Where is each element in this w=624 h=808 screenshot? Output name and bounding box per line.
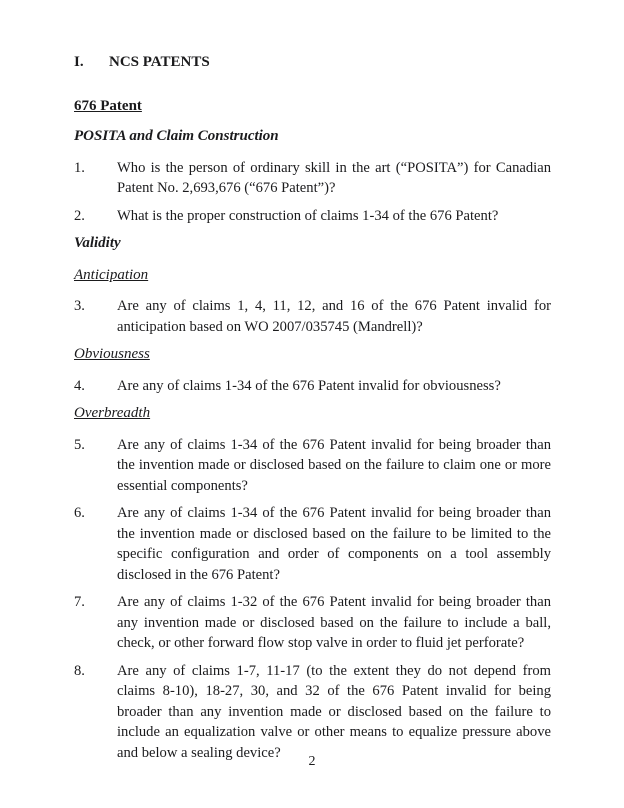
question-number: 3. (74, 298, 85, 314)
heading-posita-claim-construction: POSITA and Claim Construction (74, 128, 279, 144)
question-number: 2. (74, 207, 85, 224)
question-item-5 (74, 435, 551, 497)
question-item-4 (74, 376, 551, 397)
question-item-8 (74, 661, 551, 764)
heading-676-patent: 676 Patent (74, 97, 142, 114)
question-item-7 (74, 592, 551, 654)
section-title: NCS PATENTS (109, 54, 210, 70)
heading-anticipation: Anticipation (74, 266, 149, 283)
question-text: Are any of claims 1-7, 11-17 (to the extent they do not depend from claims 8-10), 18-27, 30, and 32 of the 676 Patent invalid for being broader than any invention made or disclosed based on the failure to include an equalization valve or other means to equalize pressure above and below a sealing device? (117, 662, 551, 761)
question-number: 5. (74, 436, 85, 453)
heading-overbreadth: Overbreadth (74, 405, 151, 421)
question-item-6 (74, 503, 551, 585)
question-text: What is the proper construction of claims 1-34 of the 676 Patent? (117, 207, 499, 224)
question-number: 6. (74, 505, 85, 521)
question-text: Are any of claims 1-34 of the 676 Patent invalid for obviousness? (117, 377, 501, 394)
question-text: Are any of claims 1-32 of the 676 Patent invalid for being broader than any invention made or disclosed based on the failure to include a ball, check, or other forward flow stop valve in order to fluid jet perforate? (117, 594, 551, 651)
question-text: Who is the person of ordinary skill in the art (“POSITA”) for Canadian Patent No. 2,693,676 (“676 Patent”)? (117, 159, 551, 196)
question-item-3 (74, 296, 551, 337)
question-text: Are any of claims 1-34 of the 676 Patent invalid for being broader than the invention made or disclosed based on the failure to be limited to the specific configuration and order of components on a tool assembly disclosed in the 676 Patent? (117, 505, 551, 583)
question-number: 4. (74, 377, 85, 394)
question-number: 7. (74, 594, 85, 610)
page-number: 2 (308, 754, 316, 769)
question-text: Are any of claims 1, 4, 11, 12, and 16 of the 676 Patent invalid for anticipation based on WO 2007/035745 (Mandrell)? (117, 298, 551, 335)
question-item-1 (74, 158, 551, 199)
question-number: 8. (74, 662, 85, 679)
section-numeral: I. (74, 54, 84, 70)
question-number: 1. (74, 159, 85, 176)
question-item-2 (74, 206, 551, 227)
question-text: Are any of claims 1-34 of the 676 Patent invalid for being broader than the invention made or disclosed based on the failure to claim one or more essential components? (117, 436, 551, 494)
heading-validity: Validity (74, 235, 121, 251)
heading-obviousness: Obviousness (74, 346, 150, 362)
section-heading-ncs-patents (74, 52, 551, 73)
